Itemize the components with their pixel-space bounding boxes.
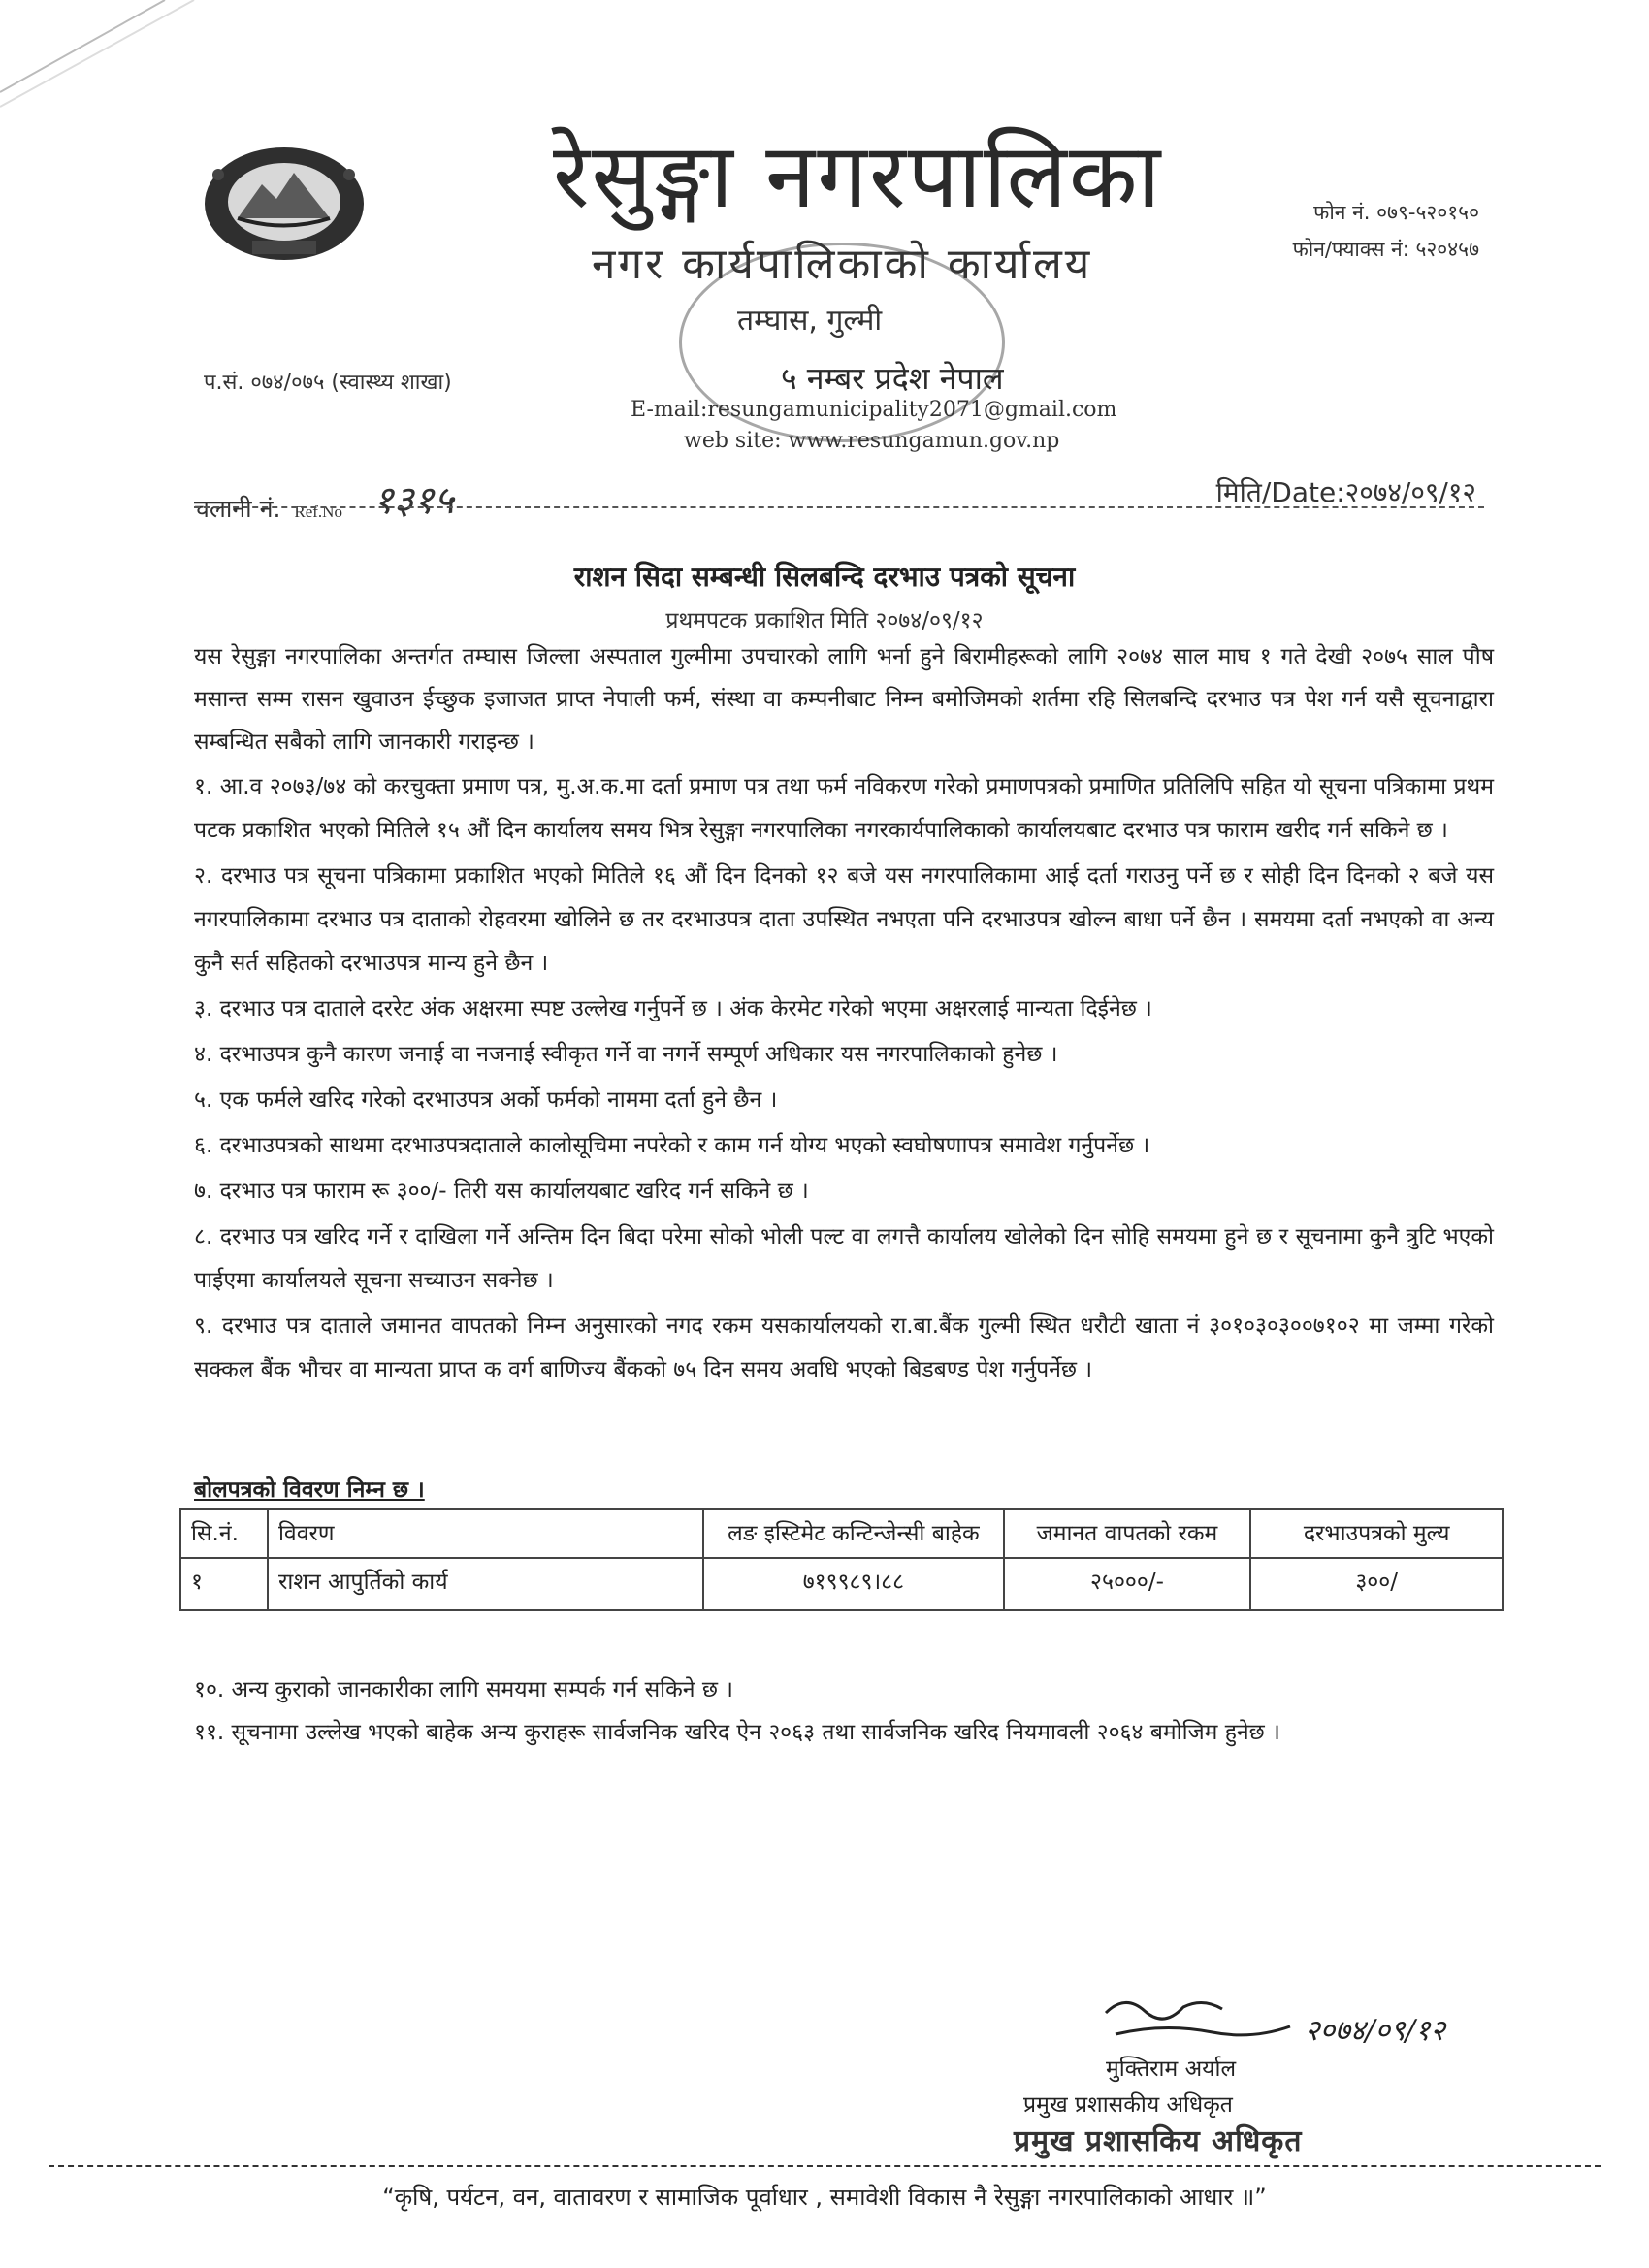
- address-line: ५ नम्बर प्रदेश नेपाल: [781, 360, 1004, 397]
- footer-motto: “कृषि, पर्यटन, वन, वातावरण र सामाजिक पूर्वाधार , समावेशी विकास नै रेसुङ्गा नगरपालिकाको आधार ॥”: [382, 2184, 1267, 2211]
- contact-block: [1293, 194, 1479, 268]
- notice-item: ६. दरभाउपत्रको साथमा दरभाउपत्रदाताले कालोसूचिमा नपरेको र काम गर्न योग्य भएको स्वघोषणापत्र समावेश गर्नुपर्नेछ ।: [194, 1133, 1150, 1158]
- designation-stamp: प्रमुख प्रशासकिय अधिकृत: [1014, 2124, 1303, 2158]
- office-subtitle: नगर कार्यपालिकाको कार्यालय: [592, 240, 1093, 289]
- website-line: web site: www.resungamun.gov.np: [684, 429, 1060, 453]
- signatory-designation: प्रमुख प्रशासकीय अधिकृत: [1023, 2092, 1233, 2118]
- notice-item: ७. दरभाउ पत्र फाराम रू ३००/- तिरी यस कार्यालयबाट खरिद गर्न सकिने छ ।: [194, 1179, 809, 1204]
- date-value: २०७४/०९/१२: [1344, 476, 1476, 508]
- signature-date: २०७४/०९/१२: [1305, 2014, 1446, 2048]
- footer-divider: [48, 2165, 1600, 2167]
- notice-title: राशन सिदा सम्बन्धी सिलबन्दि दरभाउ पत्रको सूचना: [573, 561, 1076, 593]
- cell-bid-security: २५०००/-: [1004, 1558, 1251, 1610]
- ref-label-en: Ref.No: [294, 502, 342, 521]
- letter-number: प.सं. ०७४/०७५ (स्वास्थ्य शाखा): [204, 371, 452, 395]
- notice-intro: यस रेसुङ्गा नगरपालिका अन्तर्गत तम्घास जिल्ला अस्पताल गुल्मीमा उपचारको लागि भर्ना हुने बिरामीहरूको लागि २०७४ साल माघ १ गते देखी २०७५ साल पौष मसान्त सम्म रासन खुवाउन ईच्छुक इजाजत प्राप्त नेपाली फर्म, संस्था वा कम्पनीबाट निम्न बमोजिमको शर्तमा रहि सिलबन्दि दरभाउ पत्र पेश गर्न यसै सूचनाद्वारा सम्बन्धित सबैको लागि जानकारी गराइन्छ ।: [194, 644, 1494, 755]
- ref-value: १३१५: [372, 478, 455, 523]
- notice-item: ८. दरभाउ पत्र खरिद गर्ने र दाखिला गर्ने अन्तिम दिन बिदा परेमा सोको भोली पल्ट वा लगत्तै कार्यालय खोलेको दिन सोहि समयमा हुने छ र सूचनामा कुनै त्रुटि भएको पाईएमा कार्यालयले सूचना सच्याउन सक्नेछ ।: [194, 1224, 1494, 1293]
- col-header-form-price: दरभाउपत्रको मुल्य: [1250, 1509, 1503, 1558]
- notice-item: १. आ.व २०७३/७४ को करचुक्ता प्रमाण पत्र, मु.अ.क.मा दर्ता प्रमाण पत्र तथा फर्म नविकरण गरेको प्रमाणपत्रको प्रमाणित प्रतिलिपि सहित यो सूचना पत्रिकामा प्रथम पटक प्रकाशित भएको मितिले १५ औं दिन कार्यालय समय भित्र रेसुङ्गा नगरपालिका नगरकार्यपालिकाको कार्यालयबाट दरभाउ पत्र फाराम खरीद गर्न सकिने छ ।: [194, 774, 1494, 843]
- notice-item: १०. अन्य कुराको जानकारीका लागि समयमा सम्पर्क गर्न सकिने छ ।: [194, 1677, 733, 1702]
- cell-form-price: ३००/: [1250, 1558, 1503, 1610]
- cell-description: राशन आपुर्तिको कार्य: [268, 1558, 703, 1610]
- notice-item: ११. सूचनामा उल्लेख भएको बाहेक अन्य कुराहरू सार्वजनिक खरिद ऐन २०६३ तथा सार्वजनिक खरिद नियमावली २०६४ बमोजिम हुनेछ ।: [194, 1720, 1280, 1745]
- publication-date: प्रथमपटक प्रकाशित मिति २०७४/०९/१२: [665, 608, 984, 633]
- col-header-bid-security: जमानत वापतको रकम: [1004, 1509, 1251, 1558]
- signatory-name: मुक्तिराम अर्याल: [1106, 2057, 1237, 2082]
- phone-number: फोन नं. ०७९-५२०१५०: [1313, 201, 1479, 224]
- fax-number: फोन/फ्याक्स नं: ५२०४५७: [1292, 238, 1479, 261]
- notice-item: ५. एक फर्मले खरिद गरेको दरभाउपत्र अर्को फर्मको नाममा दर्ता हुने छैन ।: [194, 1087, 778, 1113]
- municipality-title: रेसुङ्गा नगरपालिका: [553, 124, 1163, 228]
- cell-estimate: ७१९९८९।८८: [703, 1558, 1004, 1610]
- scan-fold-mark: [0, 0, 252, 155]
- notice-item: २. दरभाउ पत्र सूचना पत्रिकामा प्रकाशित भएको मितिले १६ औं दिन दिनको १२ बजे यस नगरपालिकामा आई दर्ता गराउनु पर्ने छ र सोही दिन दिनको २ बजे यस नगरपालिकामा दरभाउ पत्र दाताको रोहवरमा खोलिने छ तर दरभाउपत्र दाता उपस्थित नभएता पनि दरभाउपत्र खोल्न बाधा पर्ने छैन । समयमा दर्ता नभएको वा अन्य कुनै सर्त सहितको दरभाउपत्र मान्य हुने छैन ।: [194, 863, 1494, 976]
- cell-sn: १: [180, 1558, 268, 1610]
- col-header-estimate: लङ इस्टिमेट कन्टिन्जेन्सी बाहेक: [703, 1509, 1004, 1558]
- table-header-row: [180, 1509, 1503, 1558]
- col-header-description: विवरण: [268, 1509, 703, 1558]
- signature-icon: [1086, 1984, 1446, 2061]
- notice-item: ३. दरभाउ पत्र दाताले दररेट अंक अक्षरमा स्पष्ट उल्लेख गर्नुपर्ने छ । अंक केरमेट गरेको भएमा अक्षरलाई मान्यता दिईनेछ ।: [194, 996, 1152, 1021]
- district-line: तम्घास, गुल्मी: [737, 304, 883, 338]
- notice-item: ४. दरभाउपत्र कुनै कारण जनाई वा नजनाई स्वीकृत गर्ने वा नगर्ने सम्पूर्ण अधिकार यस नगरपालिकाको हुनेछ ।: [194, 1042, 1058, 1067]
- nepal-emblem-icon: [199, 136, 369, 267]
- letter-date: [1216, 473, 1476, 510]
- ref-label: चलानी नं.: [194, 495, 281, 523]
- email-line: E-mail:resungamunicipality2071@gmail.com: [630, 398, 1117, 422]
- reference-number: [194, 475, 454, 529]
- closing-items: [194, 1669, 1494, 1754]
- notice-item: ९. दरभाउ पत्र दाताले जमानत वापतको निम्न अनुसारको नगद रकम यसकार्यालयको रा.बा.बैंक गुल्मी स्थित धरौटी खाता नं ३०१०३०३००७१०२ मा जम्मा गरेको सक्कल बैंक भौचर वा मान्यता प्राप्त क वर्ग बाणिज्य बैंकको ७५ दिन समय अवधि भएको बिडबण्ड पेश गर्नुपर्नेछ ।: [194, 1313, 1494, 1382]
- col-header-sn: सि.नं.: [180, 1509, 268, 1558]
- notice-body: [194, 635, 1494, 1392]
- table-row: [180, 1558, 1503, 1610]
- date-label: मिति/Date:: [1215, 476, 1345, 508]
- bid-details-table: [179, 1508, 1504, 1611]
- table-heading: बोलपत्रको विवरण निम्न छ ।: [194, 1477, 425, 1503]
- header-divider: [194, 506, 1484, 508]
